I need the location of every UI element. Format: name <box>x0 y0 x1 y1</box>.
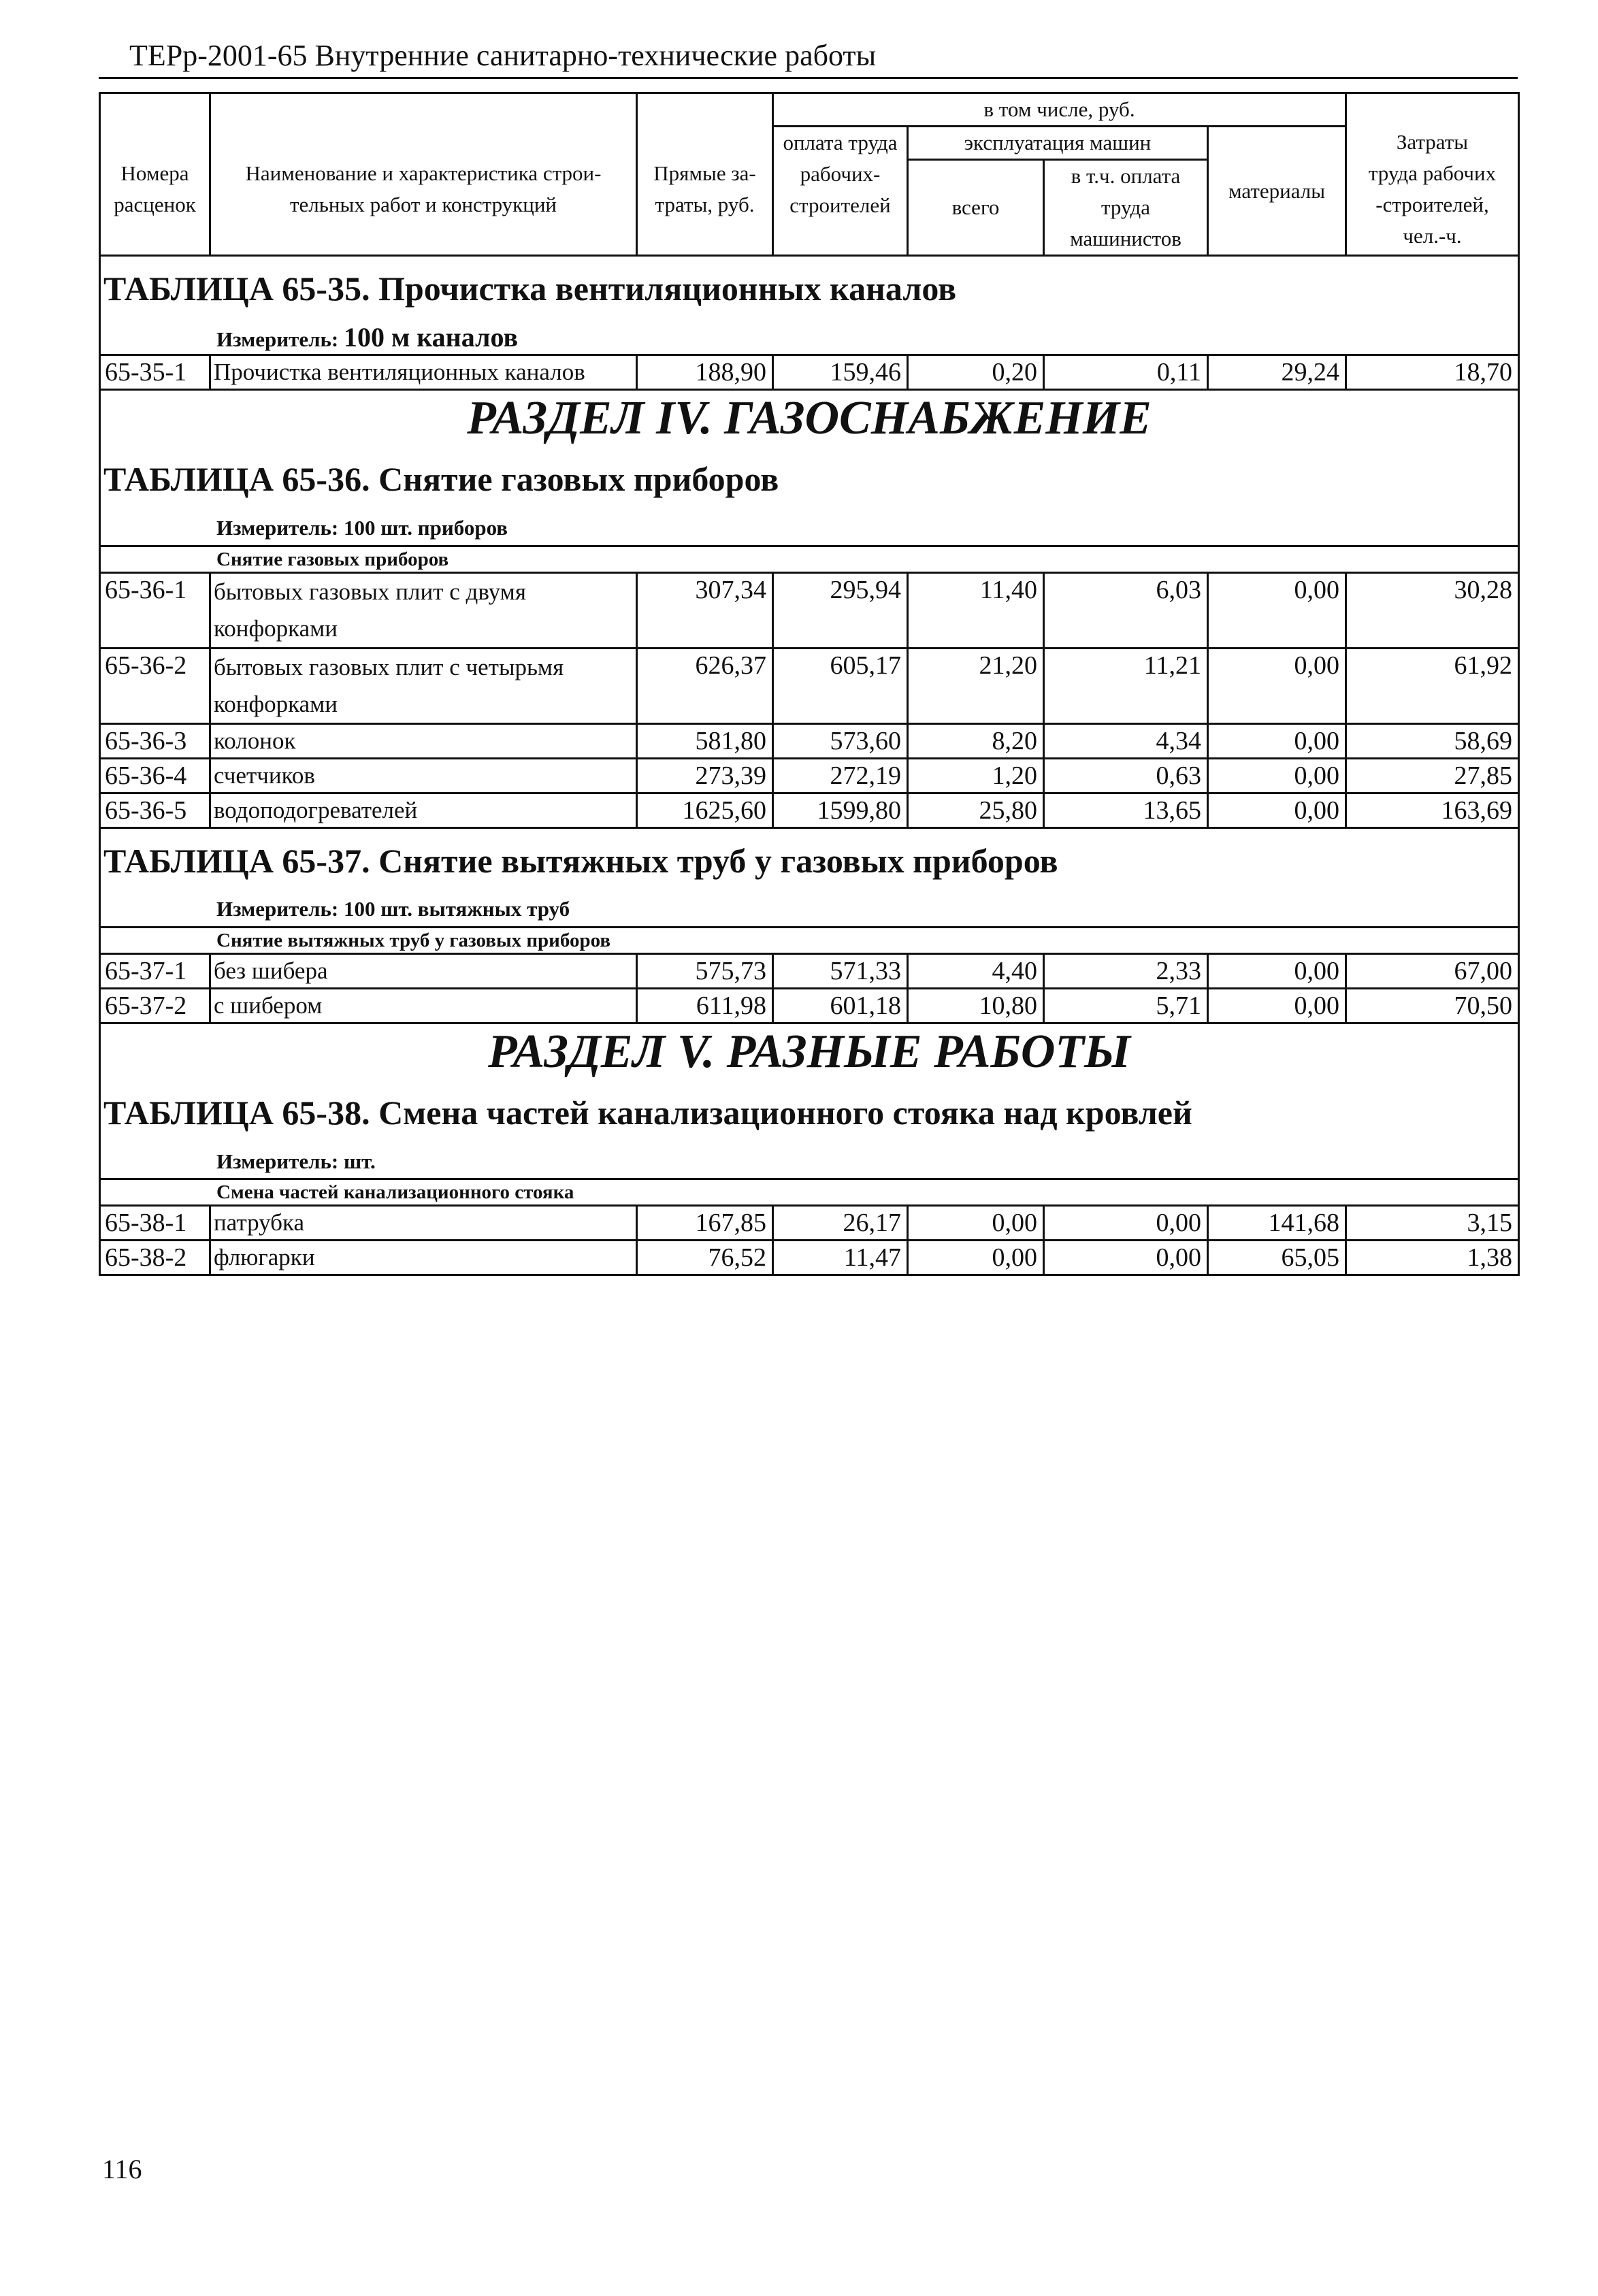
header-machine-operation: эксплуатация машин <box>908 127 1208 160</box>
row-code: 65-37-2 <box>100 988 210 1023</box>
table-65-38-subheader: Смена частей канализационного стояка <box>100 1179 1519 1206</box>
row-name: флюгарки <box>210 1241 637 1275</box>
row-labor: 601,18 <box>773 988 908 1023</box>
row-code: 65-38-1 <box>100 1206 210 1241</box>
row-machine: 8,20 <box>908 723 1044 758</box>
row-materials: 65,05 <box>1208 1241 1346 1275</box>
row-direct: 581,80 <box>637 723 773 758</box>
table-65-37-meter: Измеритель: 100 шт. вытяжных труб <box>100 893 1519 927</box>
table-row <box>100 355 1519 390</box>
table-65-36-meter-row <box>100 512 1519 546</box>
table-65-38-meter: Измеритель: шт. <box>100 1145 1519 1179</box>
table-65-38-meter-row <box>100 1145 1519 1179</box>
row-direct: 575,73 <box>637 953 773 988</box>
table-65-36-subheader: Снятие газовых приборов <box>100 546 1519 572</box>
row-machinist: 0,00 <box>1044 1206 1208 1241</box>
table-row <box>100 988 1519 1023</box>
table-65-37-meter-row <box>100 893 1519 927</box>
page-number: 116 <box>102 2154 142 2184</box>
document-title: ТЕРр-2001-65 Внутренние санитарно-технические работы <box>129 39 877 72</box>
row-name: патрубка <box>210 1206 637 1241</box>
row-hours: 61,92 <box>1346 648 1519 723</box>
header-direct-costs: Прямые за- траты, руб. <box>637 93 773 256</box>
table-row <box>100 572 1519 648</box>
header-name: Наименование и характеристика строи- тельных работ и конструкций <box>210 93 637 256</box>
row-hours: 30,28 <box>1346 572 1519 648</box>
row-name: бытовых газовых плит с четырьмя конфорками <box>210 648 637 723</box>
row-code: 65-37-1 <box>100 953 210 988</box>
section-4-title: РАЗДЕЛ IV. ГАЗОСНАБЖЕНИЕ <box>100 390 1519 447</box>
row-code: 65-36-4 <box>100 758 210 793</box>
row-machine: 25,80 <box>908 793 1044 827</box>
table-65-35-title: ТАБЛИЦА 65-35. Прочистка вентиляционных каналов <box>100 256 1519 321</box>
price-table <box>99 92 1520 1276</box>
row-machinist: 4,34 <box>1044 723 1208 758</box>
row-name: водоподогревателей <box>210 793 637 827</box>
header-labor-pay: оплата труда рабочих- строителей <box>773 127 908 256</box>
row-direct: 76,52 <box>637 1241 773 1275</box>
row-materials: 0,00 <box>1208 953 1346 988</box>
row-machinist: 2,33 <box>1044 953 1208 988</box>
row-labor: 1599,80 <box>773 793 908 827</box>
row-machine: 0,00 <box>908 1241 1044 1275</box>
row-hours: 70,50 <box>1346 988 1519 1023</box>
row-hours: 3,15 <box>1346 1206 1519 1241</box>
row-materials: 29,24 <box>1208 355 1346 390</box>
table-row <box>100 758 1519 793</box>
row-direct: 307,34 <box>637 572 773 648</box>
table-65-35-meter: Измеритель: 100 м каналов <box>100 321 1519 355</box>
table-65-37-subheader: Снятие вытяжных труб у газовых приборов <box>100 927 1519 953</box>
row-labor: 295,94 <box>773 572 908 648</box>
table-row <box>100 1241 1519 1275</box>
header-labor-costs: Затраты труда рабочих -строителей, чел.-ч. <box>1346 93 1519 256</box>
table-row <box>100 648 1519 723</box>
row-materials: 0,00 <box>1208 758 1346 793</box>
row-materials: 141,68 <box>1208 1206 1346 1241</box>
table-65-35-meter-row <box>100 321 1519 355</box>
table-65-37-title: ТАБЛИЦА 65-37. Снятие вытяжных труб у газовых приборов <box>100 827 1519 893</box>
table-65-38-subheader-row <box>100 1179 1519 1206</box>
row-code: 65-36-2 <box>100 648 210 723</box>
row-code: 65-36-3 <box>100 723 210 758</box>
row-hours: 27,85 <box>1346 758 1519 793</box>
row-code: 65-38-2 <box>100 1241 210 1275</box>
row-direct: 167,85 <box>637 1206 773 1241</box>
table-65-36-meter: Измеритель: 100 шт. приборов <box>100 512 1519 546</box>
row-machinist: 0,00 <box>1044 1241 1208 1275</box>
row-labor: 11,47 <box>773 1241 908 1275</box>
row-hours: 18,70 <box>1346 355 1519 390</box>
table-row <box>100 953 1519 988</box>
header-row-1 <box>100 93 1519 127</box>
row-materials: 0,00 <box>1208 572 1346 648</box>
header-including: в том числе, руб. <box>773 93 1346 127</box>
header-materials: материалы <box>1208 127 1346 256</box>
row-labor: 573,60 <box>773 723 908 758</box>
row-labor: 571,33 <box>773 953 908 988</box>
table-row <box>100 1206 1519 1241</box>
row-labor: 26,17 <box>773 1206 908 1241</box>
row-machinist: 5,71 <box>1044 988 1208 1023</box>
row-machine: 0,00 <box>908 1206 1044 1241</box>
row-machine: 0,20 <box>908 355 1044 390</box>
row-direct: 611,98 <box>637 988 773 1023</box>
row-machinist: 0,63 <box>1044 758 1208 793</box>
row-name: колонок <box>210 723 637 758</box>
row-hours: 163,69 <box>1346 793 1519 827</box>
row-hours: 67,00 <box>1346 953 1519 988</box>
table-65-35-title-row <box>100 256 1519 321</box>
table-65-36-title: ТАБЛИЦА 65-36. Снятие газовых приборов <box>100 446 1519 512</box>
row-direct: 273,39 <box>637 758 773 793</box>
table-row <box>100 793 1519 827</box>
row-direct: 188,90 <box>637 355 773 390</box>
row-name: счетчиков <box>210 758 637 793</box>
row-machine: 4,40 <box>908 953 1044 988</box>
row-machine: 1,20 <box>908 758 1044 793</box>
section-4-row <box>100 390 1519 447</box>
row-direct: 1625,60 <box>637 793 773 827</box>
table-65-37-title-row <box>100 827 1519 893</box>
row-code: 65-36-1 <box>100 572 210 648</box>
row-materials: 0,00 <box>1208 988 1346 1023</box>
row-labor: 605,17 <box>773 648 908 723</box>
table-65-36-title-row <box>100 446 1519 512</box>
header-machinist-pay: в т.ч. оплата труда машинистов <box>1044 160 1208 256</box>
header-code: Номера расценок <box>100 93 210 256</box>
row-labor: 272,19 <box>773 758 908 793</box>
section-5-row <box>100 1023 1519 1080</box>
row-machine: 10,80 <box>908 988 1044 1023</box>
row-name: Прочистка вентиляционных каналов <box>210 355 637 390</box>
row-name: бытовых газовых плит с двумя конфорками <box>210 572 637 648</box>
row-machine: 11,40 <box>908 572 1044 648</box>
row-machinist: 11,21 <box>1044 648 1208 723</box>
row-labor: 159,46 <box>773 355 908 390</box>
row-direct: 626,37 <box>637 648 773 723</box>
row-name: с шибером <box>210 988 637 1023</box>
row-materials: 0,00 <box>1208 723 1346 758</box>
row-materials: 0,00 <box>1208 648 1346 723</box>
row-name: без шибера <box>210 953 637 988</box>
row-hours: 58,69 <box>1346 723 1519 758</box>
table-65-38-title-row <box>100 1080 1519 1145</box>
title-divider <box>99 77 1518 79</box>
row-machinist: 0,11 <box>1044 355 1208 390</box>
row-machine: 21,20 <box>908 648 1044 723</box>
row-code: 65-36-5 <box>100 793 210 827</box>
section-5-title: РАЗДЕЛ V. РАЗНЫЕ РАБОТЫ <box>100 1023 1519 1080</box>
table-65-38-title: ТАБЛИЦА 65-38. Смена частей канализационного стояка над кровлей <box>100 1080 1519 1145</box>
header-machine-total: всего <box>908 160 1044 256</box>
row-materials: 0,00 <box>1208 793 1346 827</box>
table-65-37-subheader-row <box>100 927 1519 953</box>
row-code: 65-35-1 <box>100 355 210 390</box>
row-machinist: 6,03 <box>1044 572 1208 648</box>
table-row <box>100 723 1519 758</box>
table-65-36-subheader-row <box>100 546 1519 572</box>
row-hours: 1,38 <box>1346 1241 1519 1275</box>
row-machinist: 13,65 <box>1044 793 1208 827</box>
